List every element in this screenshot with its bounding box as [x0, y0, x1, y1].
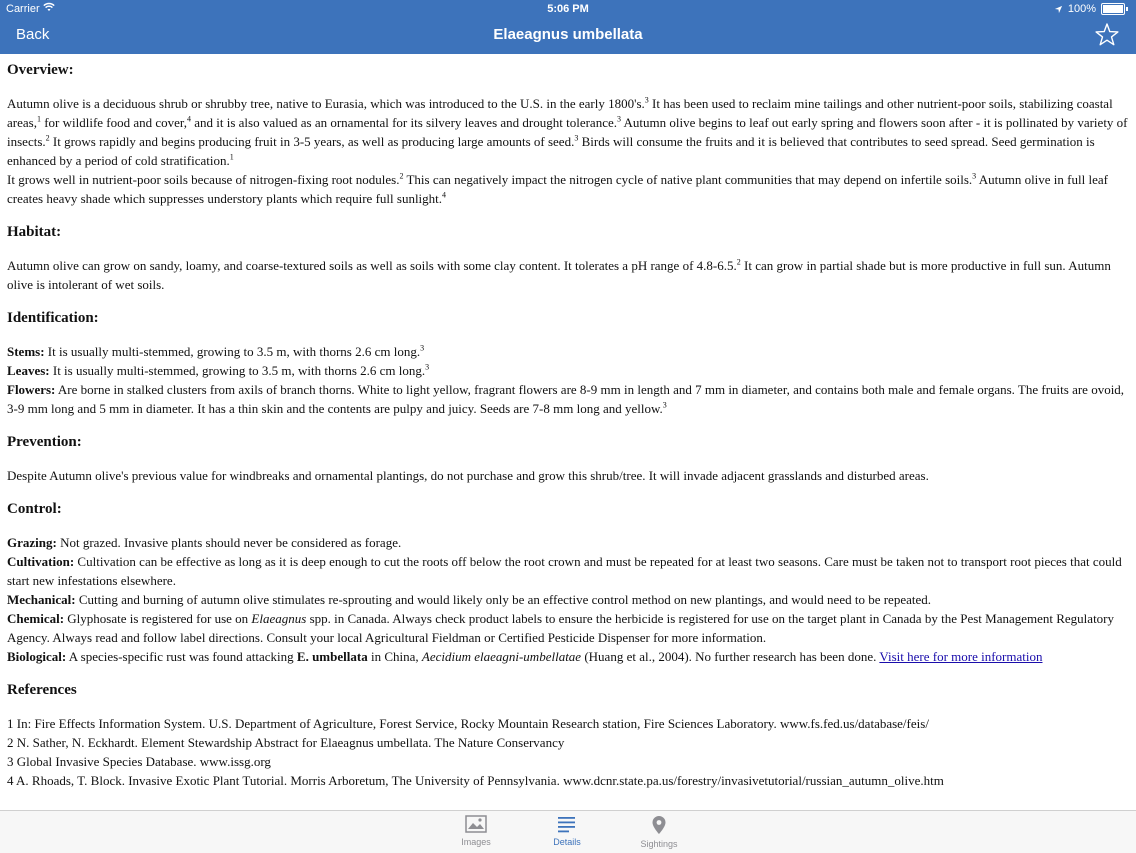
tab-images-label: Images: [461, 837, 491, 847]
battery-percent: 100%: [1067, 3, 1096, 15]
identification-leaves: Leaves: It is usually multi-stemmed, growing to 3.5 m, with thorns 2.6 cm long.$^3$: [7, 362, 430, 378]
overview-heading: Overview:: [7, 62, 74, 78]
identification-heading: Identification:: [7, 310, 99, 326]
clock: 5:06 PM: [547, 3, 589, 15]
prevention-paragraph: Despite Autumn olive's previous value for windbreaks and ornamental plantings, do not purchase and grow this shrub/tree. It will invade adjacent grasslands and disturbed areas.: [7, 468, 929, 483]
back-button[interactable]: Back: [16, 26, 50, 43]
more-information-link[interactable]: Visit here for more information: [879, 649, 1043, 664]
reference-item: 1 In: Fire Effects Information System. U.S. Department of Agriculture, Forest Service, Rocky Mountain Research station, Fire Sciences Laboratory. www.fs.fed.us/database/feis/: [7, 716, 929, 731]
overview-paragraph-2: It grows well in nutrient-poor soils because of nitrogen-fixing root nodules.$^2$ This can negatively impact the nitrogen cycle of native plant communities that may depend on infertile soils.$^3$ Autumn olive in full leaf creates heavy shade which suppresses understory plants which require full sunlight.$^4$: [7, 171, 1108, 206]
identification-stems: Stems: It is usually multi-stemmed, growing to 3.5 m, with thorns 2.6 cm long.$^3$: [7, 343, 425, 359]
details-content: [7, 58, 1129, 790]
tab-sightings[interactable]: [629, 815, 689, 849]
tab-details[interactable]: [537, 815, 597, 847]
prevention-heading: Prevention:: [7, 434, 82, 450]
control-cultivation: Cultivation: Cultivation can be effective as long as it is deep enough to cut the roots off below the root crown and must be repeated for at least two seasons. Care must be taken not to transport root pieces that could start new infestations elsewhere.: [7, 554, 1122, 588]
page-title: Elaeagnus umbellata: [493, 26, 643, 43]
tab-images[interactable]: [446, 815, 506, 847]
reference-item: 3 Global Invasive Species Database. www.issg.org: [7, 754, 271, 769]
location-arrow-icon: [1054, 5, 1063, 14]
habitat-heading: Habitat:: [7, 224, 62, 240]
control-grazing: Grazing: Not grazed. Invasive plants should never be considered as forage.: [7, 535, 402, 550]
map-pin-icon: [651, 815, 667, 835]
references-heading: References: [7, 682, 77, 698]
reference-item: 4 A. Rhoads, T. Block. Invasive Exotic Plant Tutorial. Morris Arboretum, The University of Pennsylvania. www.dcnr.state.pa.us/forestry/invasivetutorial/russian_autumn_olive.htm: [7, 773, 944, 788]
image-icon: [465, 815, 487, 833]
tab-details-label: Details: [553, 837, 581, 847]
reference-item: 2 N. Sather, N. Eckhardt. Element Stewardship Abstract for Elaeagnus umbellata. The Nature Conservancy: [7, 735, 565, 750]
overview-paragraph-1: Autumn olive is a deciduous shrub or shrubby tree, native to Eurasia, which was introduced to the U.S. in the early 1800's.$^3$ It has been used to reclaim mine tailings and other nutrient-poor soils, stabilizing coastal areas,$^1$ for wildlife food and cover,$^4$ and it is also valued as an ornamental for its silvery leaves and drought tolerance.$^3$ Autumn olive begins to leaf out early spring and flowers soon after - it is pollinated by variety of insects.$^2$ It grows rapidly and begins producing fruit in 3-5 years, as well as producing large amounts of seed.$^3$ Birds will consume the fruits and it is believed that contributes to seed spread. Seed germination is enhanced by a period of cold stratification.$^1$: [7, 95, 1128, 168]
list-icon: [557, 815, 577, 833]
star-icon[interactable]: [1094, 22, 1120, 48]
navigation-bar: [0, 0, 1136, 54]
identification-flowers: Flowers: Are borne in stalked clusters from axils of branch thorns. White to light yellow, fragrant flowers are 8-9 mm in length and 7 mm in diameter, and contains both male and female organs. The fruits are ovoid, 3-9 mm long and 5 mm in diameter. It has a thin skin and the contents are pulpy and juicy. Seeds are 7-8 mm long and yellow.$^3$: [7, 382, 1125, 416]
status-bar: [0, 0, 1136, 18]
habitat-paragraph: Autumn olive can grow on sandy, loamy, and coarse-textured soils as well as soils with some clay content. It tolerates a pH range of 4.8-6.5.$^2$ It can grow in partial shade but is more productive in full sun. Autumn olive is intolerant of wet soils.: [7, 257, 1111, 292]
control-heading: Control:: [7, 501, 62, 517]
control-chemical: Chemical: Glyphosate is registered for use on Elaeagnus spp. in Canada. Always check product labels to ensure the herbicide is registered for use on the target plant in Canada by the Pest Management Regulatory Agency. Always read and follow label directions. Consult your local Agricultural Fieldman or Certified Pesticide Dispenser for more information.: [7, 611, 1115, 645]
tab-sightings-label: Sightings: [640, 839, 678, 849]
tab-bar: [0, 810, 1136, 853]
control-mechanical: Mechanical: Cutting and burning of autumn olive stimulates re-sprouting and would likely only be an effective control method on new plantings, and would need to be repeated.: [7, 592, 931, 607]
carrier-label: Carrier: [6, 3, 40, 15]
battery-icon: [1101, 3, 1125, 15]
control-biological: Biological: A species-specific rust was found attacking E. umbellata in China, Aecidium elaeagni-umbellatae (Huang et al., 2004). No further research has been done. Visit here for more information: [7, 649, 1043, 664]
